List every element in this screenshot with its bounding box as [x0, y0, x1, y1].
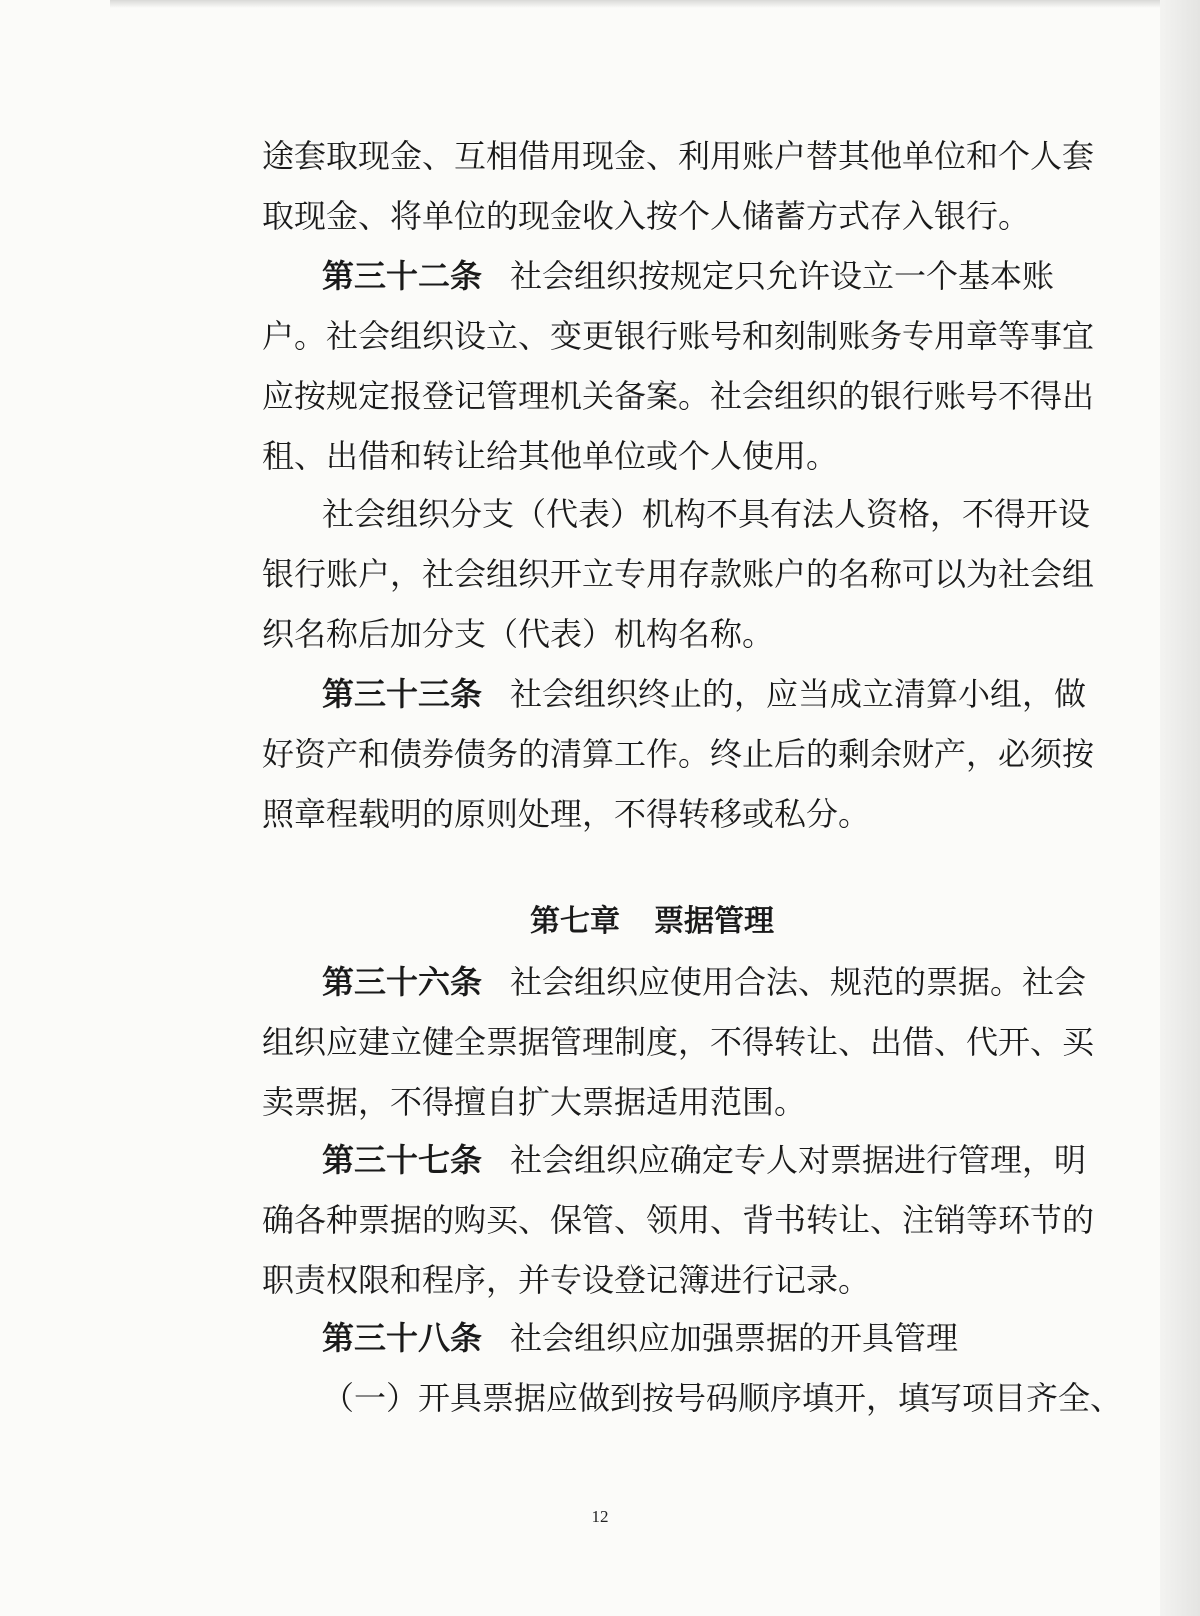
article-38-first-line [322, 1318, 1042, 1358]
article-32-first-line [322, 256, 1055, 296]
article-label: 第三十三条 [322, 675, 483, 713]
article-37-first-line [322, 1140, 1087, 1180]
chapter-heading [262, 902, 1042, 942]
article-label: 第三十六条 [322, 963, 483, 1001]
body-line: 组织应建立健全票据管理制度，不得转让、出借、代开、买 [262, 1023, 1095, 1061]
body-line: 租、出借和转让给其他单位或个人使用。 [262, 437, 839, 475]
body-line: 取现金、将单位的现金收入按个人储蓄方式存入银行。 [262, 197, 1031, 235]
article-36-first-line [322, 962, 1087, 1002]
article-text: 社会组织应确定专人对票据进行管理，明 [510, 1141, 1087, 1179]
chapter-number: 第七章 [530, 904, 620, 939]
body-line: 户。社会组织设立、变更银行账号和刻制账务专用章等事宜 [262, 317, 1095, 355]
page-number: 12 [591, 1507, 609, 1526]
article-label: 第三十二条 [322, 257, 483, 295]
article-text: 社会组织应使用合法、规范的票据。社会 [510, 963, 1087, 1001]
body-line: 织名称后加分支（代表）机构名称。 [262, 615, 775, 653]
body-line: 照章程载明的原则处理，不得转移或私分。 [262, 795, 871, 833]
article-label: 第三十七条 [322, 1141, 483, 1179]
article-text: 社会组织应加强票据的开具管理 [510, 1319, 959, 1357]
chapter-title: 票据管理 [654, 904, 774, 939]
body-line: 银行账户，社会组织开立专用存款账户的名称可以为社会组 [262, 555, 1095, 593]
body-line: 卖票据，不得擅自扩大票据适用范围。 [262, 1083, 807, 1121]
article-label: 第三十八条 [322, 1319, 483, 1357]
body-line: 确各种票据的购买、保管、领用、背书转让、注销等环节的 [262, 1201, 1095, 1239]
body-line: 途套取现金、互相借用现金、利用账户替其他单位和个人套 [262, 137, 1095, 175]
article-33-first-line [322, 674, 1087, 714]
scan-top-edge [110, 0, 1160, 8]
article-text: 社会组织按规定只允许设立一个基本账 [510, 257, 1055, 295]
article-text: 社会组织终止的，应当成立清算小组，做 [510, 675, 1087, 713]
body-line: 好资产和债券债务的清算工作。终止后的剩余财产，必须按 [262, 735, 1095, 773]
body-line: 应按规定报登记管理机关备案。社会组织的银行账号不得出 [262, 377, 1095, 415]
body-line: 社会组织分支（代表）机构不具有法人资格，不得开设 [322, 495, 1091, 533]
scan-right-edge [1160, 0, 1200, 1616]
list-item-1: （一）开具票据应做到按号码顺序填开，填写项目齐全、 [322, 1379, 1123, 1417]
body-line: 职责权限和程序，并专设登记簿进行记录。 [262, 1261, 871, 1299]
